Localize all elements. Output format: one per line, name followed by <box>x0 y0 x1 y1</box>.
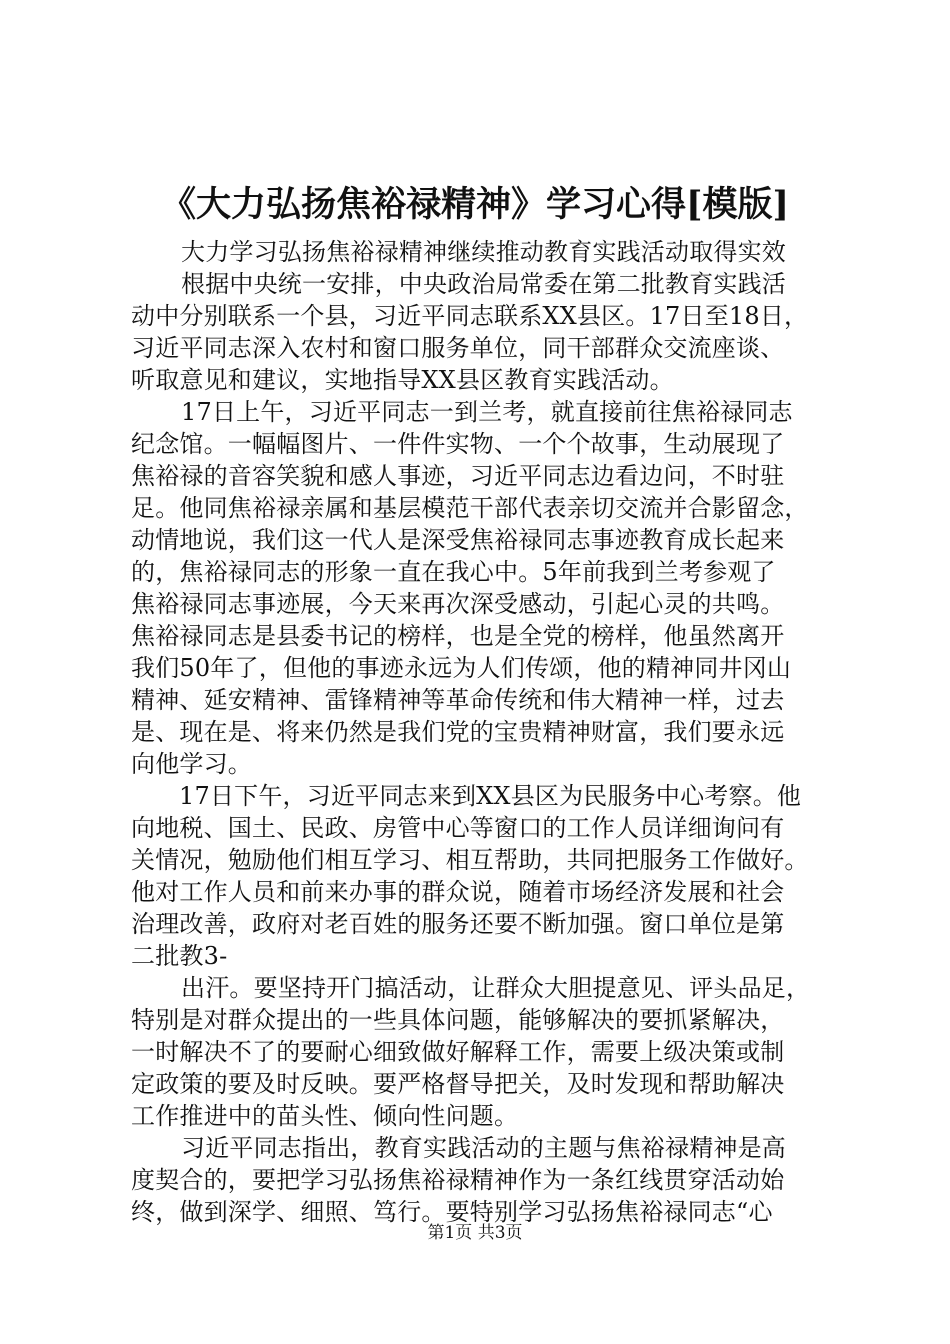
text-line: 向地税、国土、民政、房管中心等窗口的工作人员详细询问有 <box>131 814 785 842</box>
text-line: 17日上午，习近平同志一到兰考，就直接前往焦裕禄同志 <box>181 398 793 426</box>
text-line: 度契合的，要把学习弘扬焦裕禄精神作为一条红线贯穿活动始 <box>131 1166 785 1194</box>
text-line: 听取意见和建议，实地指导XX县区教育实践活动。 <box>131 366 674 394</box>
text-line: 大力学习弘扬焦裕禄精神继续推动教育实践活动取得实效 <box>181 238 786 266</box>
text-line: 特别是对群众提出的一些具体问题，能够解决的要抓紧解决， <box>131 1006 785 1034</box>
text-line: 17日下午，习近平同志来到XX县区为民服务中心考察。他 <box>179 782 802 810</box>
text-line: 焦裕禄同志是县委书记的榜样，也是全党的榜样，他虽然离开 <box>131 622 785 650</box>
text-line: 精神、延安精神、雷锋精神等革命传统和伟大精神一样，过去 <box>131 686 785 714</box>
text-line: 出汗。要坚持开门搞活动，让群众大胆提意见、评头品足， <box>181 974 811 1002</box>
text-line: 治理改善，政府对老百姓的服务还要不断加强。窗口单位是第 <box>131 910 785 938</box>
text-line: 是、现在是、将来仍然是我们党的宝贵精神财富，我们要永远 <box>131 718 785 746</box>
text-line: 关情况，勉励他们相互学习、相互帮助，共同把服务工作做好。 <box>131 846 809 874</box>
text-line: 根据中央统一安排，中央政治局常委在第二批教育实践活 <box>181 270 786 298</box>
text-line: 定政策的要及时反映。要严格督导把关，及时发现和帮助解决 <box>131 1070 785 1098</box>
text-line: 焦裕禄同志事迹展，今天来再次深受感动，引起心灵的共鸣。 <box>131 590 785 618</box>
text-line: 动中分别联系一个县，习近平同志联系XX县区。17日至18日， <box>131 302 809 330</box>
document-title: 《大力弘扬焦裕禄精神》学习心得[模版] <box>160 184 790 225</box>
text-line: 焦裕禄的音容笑貌和感人事迹，习近平同志边看边问，不时驻 <box>131 462 785 490</box>
text-line: 终，做到深学、细照、笃行。要特别学习弘扬焦裕禄同志“心 <box>131 1198 773 1226</box>
text-line: 习近平同志指出，教育实践活动的主题与焦裕禄精神是高 <box>181 1134 786 1162</box>
text-line: 动情地说，我们这一代人是深受焦裕禄同志事迹教育成长起来 <box>131 526 785 554</box>
text-line: 二批教3- <box>131 942 228 970</box>
text-line: 他对工作人员和前来办事的群众说，随着市场经济发展和社会 <box>131 878 785 906</box>
text-line: 向他学习。 <box>131 750 252 778</box>
text-line: 一时解决不了的要耐心细致做好解释工作，需要上级决策或制 <box>131 1038 785 1066</box>
text-line: 的，焦裕禄同志的形象一直在我心中。5年前我到兰考参观了 <box>131 558 776 586</box>
page-number-footer: 第1页 共3页 <box>427 1223 523 1243</box>
text-line: 足。他同焦裕禄亲属和基层模范干部代表亲切交流并合影留念， <box>131 494 809 522</box>
text-line: 工作推进中的苗头性、倾向性问题。 <box>131 1102 519 1130</box>
text-line: 我们50年了，但他的事迹永远为人们传颂，他的精神同井冈山 <box>131 654 792 682</box>
text-line: 纪念馆。一幅幅图片、一件件实物、一个个故事，生动展现了 <box>131 430 785 458</box>
text-line: 习近平同志深入农村和窗口服务单位，同干部群众交流座谈、 <box>131 334 785 362</box>
